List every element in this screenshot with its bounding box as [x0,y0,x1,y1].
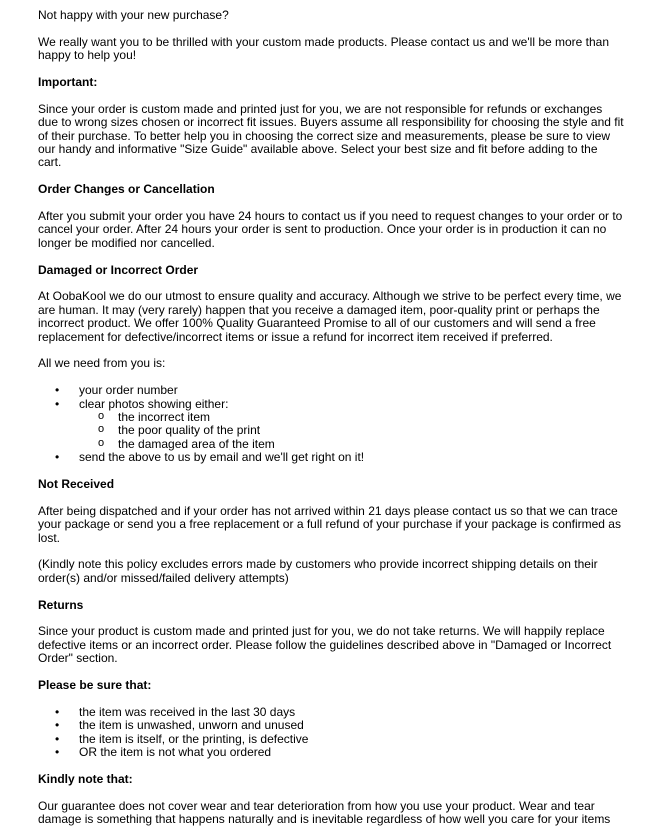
sub-list-item: o the incorrect item [38,411,624,424]
be-sure-heading: Please be sure that: [38,678,152,693]
not-received-heading: Not Received [38,477,115,492]
damaged-heading: Damaged or Incorrect Order [38,262,199,277]
important-body: Since your order is custom made and printed just for you, we are not responsible for refunds or exchanges due to wrong sizes chosen or incorrect fit issues. Buyers assume all responsibility for choosing the style and fit of their purchase. To better help you in choosing the correct size and measurements, please be sure to view our handy and informative "Size Guide" available above. Select your best size and fit before adding to the cart. [38,101,624,170]
not-received-body: After being dispatched and if your order has not arrived within 21 days please contact us so that we can trace your package or send you a free replacement or a full refund of your purchase if your package is confirmed as lost. [38,503,621,545]
order-changes-body: After you submit your order you have 24 hours to contact us if you need to request changes to your order or to cancel your order. After 24 hours your order is sent to production. Once your order is in production it can no longer be modified nor cancelled. [38,209,623,250]
list-item: • the item was received in the last 30 days [38,706,624,719]
list-item: • OR the item is not what you ordered [38,746,624,759]
order-changes-heading: Order Changes or Cancellation [38,182,215,197]
sub-list-item: o the damaged area of the item [38,438,624,451]
list-item: • the item is itself, or the printing, is defective [38,733,624,746]
sub-list-item: o the poor quality of the print [38,424,624,437]
returns-heading: Returns [38,597,84,612]
list-item: • the item is unwashed, unworn and unused [38,719,624,732]
returns-body: Since your product is custom made and printed just for you, we do not take returns. We will happily replace defective items or an incorrect order. Please follow the guidelines described above in "Damaged or Incorrect Order" section. [38,624,612,666]
list-item: • clear photos showing either: [38,398,624,411]
list-item: • your order number [38,384,624,397]
damaged-need-intro: All we need from you is: [38,356,166,371]
damaged-body: At OobaKool we do our utmost to ensure quality and accuracy. Although we strive to be perfect every time, we are human. It may (very rarely) happen that you receive a damaged item, poor-quality print or perhaps the incorrect product. We offer 100% Quality Guaranteed Promise to all of our customers and will send a free replacement for defective/incorrect items or issue a refund for incorrect item received if preferred. [38,289,622,344]
be-sure-list [38,706,624,760]
list-item: • send the above to us by email and we'll get right on it! [38,451,624,464]
damaged-requirements-list [38,384,624,464]
not-received-note: (Kindly note this policy excludes errors made by customers who provide incorrect shipping details on their order(s) and/or missed/failed delivery attempts) [38,557,598,585]
intro-text: We really want you to be thrilled with your custom made products. Please contact us and we'll be more than happy to help you! [38,34,610,63]
kindly-heading: Kindly note that: [38,771,133,786]
intro-question: Not happy with your new purchase? [38,8,229,22]
important-heading: Important: [38,75,98,89]
kindly-body: Our guarantee does not cover wear and tear deterioration from how you use your product. Wear and tear damage is something that happens naturally and is inevitable regardless of how well you care for your items [38,798,611,827]
